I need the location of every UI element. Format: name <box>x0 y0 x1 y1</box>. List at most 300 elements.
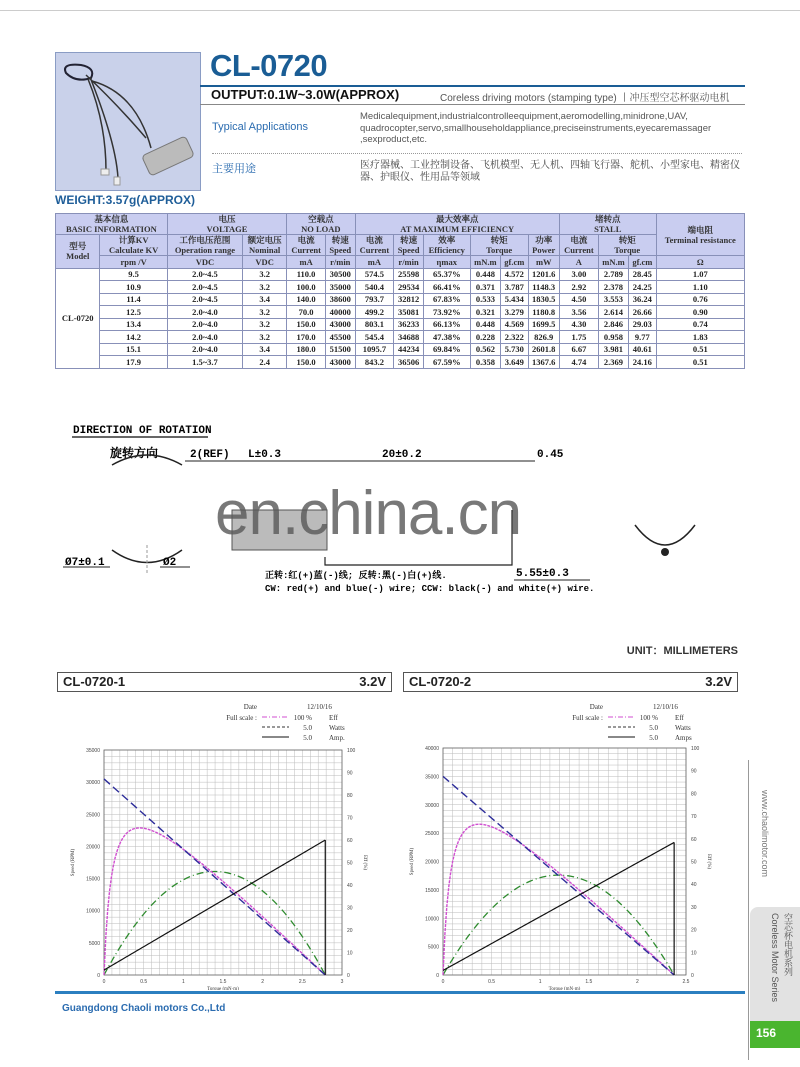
group-header <box>559 214 656 235</box>
y-tick-label: 25000 <box>425 831 439 838</box>
output-range: OUTPUT:0.1W~3.0W(APPROX) <box>211 87 400 102</box>
legend-value: 5.0 <box>649 724 658 732</box>
table-cell: 36506 <box>394 356 423 369</box>
table-cell: 2.0~4.0 <box>167 306 242 319</box>
table-cell: 66.13% <box>423 318 470 331</box>
table-cell: 2.92 <box>559 281 598 294</box>
l-dim: L±0.3 <box>248 449 282 461</box>
table-cell: 70.0 <box>287 306 326 319</box>
column-header-zh: 转速 <box>331 235 349 245</box>
table-cell: 1.5~3.7 <box>167 356 242 369</box>
top-divider <box>0 10 800 11</box>
table-cell: 2.4 <box>243 356 287 369</box>
column-header-zh: 效率 <box>438 235 456 245</box>
x-tick-label: 1.5 <box>219 979 227 985</box>
applications-label: Typical Applications <box>212 121 308 133</box>
column-header-zh: 转速 <box>400 235 418 245</box>
unit-header: VDC <box>243 256 287 269</box>
legend-value: 100 % <box>639 714 658 722</box>
column-header <box>598 235 656 256</box>
table-row <box>56 318 745 331</box>
product-subtitle: Coreless driving motors (stamping type) 丨冲压型空芯杯驱动电机 <box>440 93 730 104</box>
table-cell: 30500 <box>326 268 355 281</box>
header-row-groups <box>56 214 745 235</box>
table-cell: 2.0~4.0 <box>167 343 242 356</box>
table-cell: 47.38% <box>423 331 470 344</box>
group-header-en: VOLTAGE <box>206 224 248 234</box>
x-tick-label: 0.5 <box>140 979 148 985</box>
table-cell: 29.03 <box>629 318 656 331</box>
y-tick-label: 40000 <box>425 746 439 752</box>
header-row-columns <box>56 235 745 256</box>
column-header <box>167 235 242 256</box>
table-cell: 1201.6 <box>528 268 559 281</box>
table-cell: 1830.5 <box>528 293 559 306</box>
table-cell: 36.24 <box>629 293 656 306</box>
table-cell: 6.67 <box>559 343 598 356</box>
table-cell: 43000 <box>326 356 355 369</box>
column-header-en: Speed <box>329 245 352 255</box>
chart-title: CL-0720-2 <box>409 674 472 689</box>
column-header-zh: 工作电压范围 <box>179 235 231 245</box>
y2-tick-label: 30 <box>691 904 697 911</box>
unit-header: ηmax <box>423 256 470 269</box>
series-en: Coreless Motor Series <box>770 913 780 1003</box>
table-cell: 100.0 <box>287 281 326 294</box>
table-cell: 38600 <box>326 293 355 306</box>
applications-text-zh: 医疗器械、工业控制设备、飞机模型、无人机、四轴飞行器、舵机、小型家电、精密仪器、护眼仪、性用品等领域 <box>360 160 740 183</box>
group-header-zh: 最大效率点 <box>435 214 479 224</box>
rotation-title: DIRECTION OF ROTATION <box>73 425 212 437</box>
column-header <box>326 235 355 256</box>
legend-date-label: Date <box>589 703 603 711</box>
table-cell: 43000 <box>326 318 355 331</box>
table-cell: 3.2 <box>243 331 287 344</box>
table-cell: 0.358 <box>470 356 500 369</box>
table-cell: 499.2 <box>355 306 394 319</box>
table-row <box>56 356 745 369</box>
position-dim: 5.55±0.3 <box>516 568 569 580</box>
column-header-en: Torque <box>486 245 513 255</box>
chart-voltage: 3.2V <box>705 674 732 689</box>
column-header-zh: 电流 <box>570 235 588 245</box>
table-cell: 150.0 <box>287 318 326 331</box>
company-name: Guangdong Chaoli motors Co.,Ltd <box>62 1003 226 1014</box>
column-header <box>355 235 394 256</box>
table-cell: 17.9 <box>100 356 167 369</box>
y-tick-label: 20000 <box>86 844 100 851</box>
y2-axis-label: Eff (%) <box>362 854 367 871</box>
unit-label: UNIT：MILLIMETERS <box>626 645 738 657</box>
legend-date: 12/10/16 <box>307 703 332 711</box>
y-axis-label: Speed (RPM) <box>71 848 76 877</box>
product-title: CL-0720 <box>210 48 328 83</box>
spec-table <box>55 213 745 369</box>
table-cell: 843.2 <box>355 356 394 369</box>
table-cell: 67.59% <box>423 356 470 369</box>
legend-fullscale-label: Full scale : <box>226 714 257 722</box>
column-header-en: Current <box>564 245 594 255</box>
column-header-zh: 转矩 <box>618 235 636 245</box>
y2-tick-label: 20 <box>347 928 353 934</box>
column-header-en: Power <box>532 245 556 255</box>
table-cell: 2.0~4.5 <box>167 268 242 281</box>
x-tick-label: 1 <box>181 979 185 985</box>
column-header-en: Nominal <box>249 245 281 255</box>
x-tick-label: 0 <box>102 979 106 985</box>
column-header <box>528 235 559 256</box>
y2-tick-label: 60 <box>691 836 697 843</box>
y2-tick-label: 90 <box>347 770 353 777</box>
y-tick-label: 30000 <box>86 780 100 787</box>
table-cell: 11.4 <box>100 293 167 306</box>
resistance-header-zh: 端电阻 <box>687 224 714 235</box>
table-cell: 574.5 <box>355 268 394 281</box>
table-row <box>56 281 745 294</box>
y2-tick-label: 40 <box>691 882 697 889</box>
table-cell: 15.1 <box>100 343 167 356</box>
table-cell: 0.76 <box>656 293 744 306</box>
y2-tick-label: 20 <box>691 927 697 934</box>
y-tick-label: 35000 <box>86 748 100 754</box>
table-cell: 540.4 <box>355 281 394 294</box>
table-cell: 0.321 <box>470 306 500 319</box>
y-tick-label: 30000 <box>425 802 439 809</box>
legend-label: Watts <box>329 724 345 732</box>
unit-header: gf.cm <box>501 256 528 269</box>
column-header-zh: 电流 <box>365 235 383 245</box>
website: www.chaolimotor.com <box>760 790 770 878</box>
table-cell: 2.0~4.0 <box>167 318 242 331</box>
table-cell: 9.77 <box>629 331 656 344</box>
y2-tick-label: 10 <box>347 950 353 957</box>
column-header <box>243 235 287 256</box>
column-header-en: Current <box>359 245 390 255</box>
unit-header: r/min <box>326 256 355 269</box>
y-tick-label: 10000 <box>425 916 439 923</box>
y2-tick-label: 10 <box>691 950 697 957</box>
y-tick-label: 20000 <box>425 859 439 866</box>
speed-curve <box>104 779 325 975</box>
group-header-en: AT MAXIMUM EFFICIENCY <box>400 224 515 234</box>
table-cell: 3.279 <box>501 306 528 319</box>
group-header-en: NO LOAD <box>301 224 341 234</box>
y2-tick-label: 100 <box>347 748 356 754</box>
table-cell: 4.74 <box>559 356 598 369</box>
y2-tick-label: 40 <box>347 883 353 889</box>
applications-text: Medicalequipment,industrialcontrolleequipment,aeromodelling,minidrone,UAV, quadrocopter,servo,smallhouseholdappliance,preciseinstruments,eyecaremassager ,sexproduct,etc. <box>360 111 712 145</box>
table-row <box>56 306 745 319</box>
table-cell: 170.0 <box>287 331 326 344</box>
table-cell: 2.614 <box>598 306 628 319</box>
legend-value: 100 % <box>293 714 312 722</box>
table-cell: 28.45 <box>629 268 656 281</box>
y-axis-label: Speed (RPM) <box>410 847 415 876</box>
group-header-en: STALL <box>594 224 622 234</box>
y2-tick-label: 30 <box>347 905 353 912</box>
group-header <box>287 214 355 235</box>
column-header <box>423 235 470 256</box>
table-cell: 1148.3 <box>528 281 559 294</box>
model-header-en: Model <box>66 251 90 262</box>
table-cell: 1.83 <box>656 331 744 344</box>
table-cell: 150.0 <box>287 356 326 369</box>
series-zh: 空芯杯电机系列 <box>783 913 793 976</box>
column-header <box>470 235 528 256</box>
table-cell: 3.2 <box>243 306 287 319</box>
table-cell: 1367.6 <box>528 356 559 369</box>
table-row <box>56 268 745 281</box>
y2-tick-label: 0 <box>691 973 694 979</box>
y2-tick-label: 90 <box>691 768 697 775</box>
group-header <box>56 214 168 235</box>
motor-image <box>56 53 202 192</box>
x-tick-label: 0.5 <box>488 979 496 985</box>
table-cell: 2.378 <box>598 281 628 294</box>
table-cell: 1.10 <box>656 281 744 294</box>
chart-voltage: 3.2V <box>359 674 386 689</box>
table-cell: 40000 <box>326 306 355 319</box>
performance-chart-2 <box>403 695 738 990</box>
watermark: en.china.cn <box>215 479 522 548</box>
y-tick-label: 10000 <box>86 908 100 915</box>
table-cell: 29534 <box>394 281 423 294</box>
unit-header: gf.cm <box>629 256 656 269</box>
table-cell: 36233 <box>394 318 423 331</box>
header-row-units <box>56 256 745 269</box>
resistance-header <box>656 214 744 256</box>
y2-tick-label: 60 <box>347 838 353 844</box>
legend-value: 5.0 <box>303 724 312 732</box>
column-header-zh: 计算KV <box>118 235 149 245</box>
table-cell: 4.50 <box>559 293 598 306</box>
table-cell: 4.572 <box>501 268 528 281</box>
length-dim: 20±0.2 <box>382 449 422 461</box>
side-divider <box>748 760 749 1060</box>
unit-header: mA <box>355 256 394 269</box>
legend-date: 12/10/16 <box>653 703 678 711</box>
table-cell: 1699.5 <box>528 318 559 331</box>
table-cell: 5.730 <box>501 343 528 356</box>
applications-label-zh: 主要用途 <box>212 163 256 175</box>
column-header-en: Calculate KV <box>108 245 159 255</box>
legend-label: Eff <box>329 714 338 722</box>
column-header <box>559 235 598 256</box>
table-cell: 3.649 <box>501 356 528 369</box>
table-row <box>56 343 745 356</box>
unit-header: mW <box>528 256 559 269</box>
product-photo <box>55 52 201 191</box>
table-cell: 0.51 <box>656 343 744 356</box>
table-cell: 4.569 <box>501 318 528 331</box>
table-cell: 14.2 <box>100 331 167 344</box>
table-cell: 0.74 <box>656 318 744 331</box>
column-header-en: Speed <box>397 245 420 255</box>
y2-tick-label: 100 <box>691 746 700 752</box>
table-cell: 26.66 <box>629 306 656 319</box>
end-view <box>635 525 695 545</box>
y-tick-label: 35000 <box>425 774 439 781</box>
y-tick-label: 0 <box>97 973 100 979</box>
table-cell: 69.84% <box>423 343 470 356</box>
table-cell: 5.434 <box>501 293 528 306</box>
unit-header: mA <box>287 256 326 269</box>
group-header-zh: 堵转点 <box>595 214 621 224</box>
group-header-zh: 空载点 <box>308 214 334 224</box>
table-cell: 110.0 <box>287 268 326 281</box>
table-cell: 0.562 <box>470 343 500 356</box>
legend-label: Eff <box>675 714 684 722</box>
table-cell: 0.90 <box>656 306 744 319</box>
x-axis-label: Torque (mN·m) <box>548 987 581 990</box>
column-header-en: Operation range <box>174 245 236 255</box>
model-header-zh: 型号 <box>69 241 87 252</box>
legend-date-label: Date <box>243 703 257 711</box>
table-cell: 45500 <box>326 331 355 344</box>
column-header-en: Current <box>291 245 321 255</box>
table-cell: 2.0~4.0 <box>167 331 242 344</box>
table-cell: 826.9 <box>528 331 559 344</box>
table-cell: 40.61 <box>629 343 656 356</box>
x-tick-label: 2 <box>636 979 639 985</box>
weight-label: WEIGHT:3.57g(APPROX) <box>55 193 196 207</box>
power-curve <box>104 872 325 976</box>
table-cell: 73.92% <box>423 306 470 319</box>
legend-value: 5.0 <box>303 734 312 742</box>
table-cell: 3.4 <box>243 343 287 356</box>
table-cell: 13.4 <box>100 318 167 331</box>
dotted-divider <box>212 153 742 154</box>
table-cell: 35000 <box>326 281 355 294</box>
y2-axis-label: Eff (%) <box>706 853 711 870</box>
unit-header: r/min <box>394 256 423 269</box>
column-header-zh: 转矩 <box>490 235 508 245</box>
table-cell: 44234 <box>394 343 423 356</box>
group-header <box>355 214 559 235</box>
table-cell: 2.789 <box>598 268 628 281</box>
x-tick-label: 0 <box>441 979 445 985</box>
table-row <box>56 331 745 344</box>
y2-tick-label: 50 <box>347 860 353 867</box>
table-cell: 4.30 <box>559 318 598 331</box>
output-divider <box>200 104 745 105</box>
y-tick-label: 15000 <box>425 887 439 894</box>
column-header <box>394 235 423 256</box>
table-cell: 2.0~4.5 <box>167 293 242 306</box>
series-tab <box>750 907 800 1022</box>
ref-dim: 2(REF) <box>190 449 230 461</box>
group-header-zh: 基本信息 <box>94 214 129 224</box>
unit-header: Ω <box>656 256 744 269</box>
table-cell: 10.9 <box>100 281 167 294</box>
table-cell: 180.0 <box>287 343 326 356</box>
table-cell: 2.369 <box>598 356 628 369</box>
table-cell: 24.16 <box>629 356 656 369</box>
y-tick-label: 5000 <box>427 944 439 951</box>
x-tick-label: 2.5 <box>298 979 306 985</box>
table-cell: 24.25 <box>629 281 656 294</box>
table-row <box>56 293 745 306</box>
table-cell: 65.37% <box>423 268 470 281</box>
table-cell: 0.448 <box>470 268 500 281</box>
x-tick-label: 2.5 <box>682 979 690 985</box>
y2-tick-label: 80 <box>347 793 353 799</box>
table-cell: 545.4 <box>355 331 394 344</box>
legend-label: Amp. <box>329 734 345 742</box>
table-cell: 1.07 <box>656 268 744 281</box>
page-number: 156 <box>750 1021 800 1048</box>
group-header-en: BASIC INFORMATION <box>65 224 157 234</box>
efficiency-curve <box>104 828 325 975</box>
table-cell: 3.2 <box>243 268 287 281</box>
y-tick-label: 25000 <box>86 812 100 819</box>
y2-tick-label: 70 <box>691 814 697 821</box>
table-cell: 1180.8 <box>528 306 559 319</box>
table-cell: 3.553 <box>598 293 628 306</box>
table-cell: 3.00 <box>559 268 598 281</box>
table-cell: 803.1 <box>355 318 394 331</box>
table-cell: 3.787 <box>501 281 528 294</box>
table-cell: 2.0~4.5 <box>167 281 242 294</box>
rotation-title-zh: 旋转方向 <box>110 447 159 461</box>
table-cell: 3.56 <box>559 306 598 319</box>
column-header-en: Efficiency <box>428 245 465 255</box>
table-cell: 2.846 <box>598 318 628 331</box>
legend-label: Watts <box>675 724 691 732</box>
column-header-zh: 功率 <box>535 235 553 245</box>
table-cell: 0.958 <box>598 331 628 344</box>
group-header <box>167 214 286 235</box>
table-cell: 0.533 <box>470 293 500 306</box>
unit-header: VDC <box>167 256 242 269</box>
column-header-zh: 电流 <box>297 235 315 245</box>
y-tick-label: 5000 <box>88 940 100 947</box>
table-cell: 25598 <box>394 268 423 281</box>
table-cell: 67.83% <box>423 293 470 306</box>
y2-tick-label: 70 <box>347 815 353 822</box>
table-cell: 3.981 <box>598 343 628 356</box>
chart-header-2 <box>403 672 738 692</box>
table-cell: 66.41% <box>423 281 470 294</box>
y-tick-label: 0 <box>436 973 439 979</box>
model-header <box>56 235 100 269</box>
table-cell: 0.51 <box>656 356 744 369</box>
column-header <box>100 235 167 256</box>
model-cell: CL-0720 <box>56 268 100 368</box>
legend-value: 5.0 <box>649 734 658 742</box>
table-cell: 0.448 <box>470 318 500 331</box>
chart-header-1 <box>57 672 392 692</box>
y2-tick-label: 50 <box>691 859 697 866</box>
y2-tick-label: 0 <box>347 973 350 979</box>
diameter-label: Ø7±0.1 <box>65 557 105 569</box>
table-cell: 51500 <box>326 343 355 356</box>
resistance-header-en: Terminal resistance <box>664 234 736 245</box>
y2-tick-label: 80 <box>691 791 697 798</box>
legend-fullscale-label: Full scale : <box>572 714 603 722</box>
table-cell: 32812 <box>394 293 423 306</box>
chart-title: CL-0720-1 <box>63 674 126 689</box>
table-cell: 3.4 <box>243 293 287 306</box>
table-cell: 12.5 <box>100 306 167 319</box>
table-cell: 793.7 <box>355 293 394 306</box>
table-cell: 3.2 <box>243 281 287 294</box>
x-tick-label: 1.5 <box>585 979 593 985</box>
group-header-zh: 电压 <box>218 214 236 224</box>
unit-header: mN.m <box>470 256 500 269</box>
unit-header: mN.m <box>598 256 628 269</box>
legend-label: Amps <box>675 734 692 742</box>
